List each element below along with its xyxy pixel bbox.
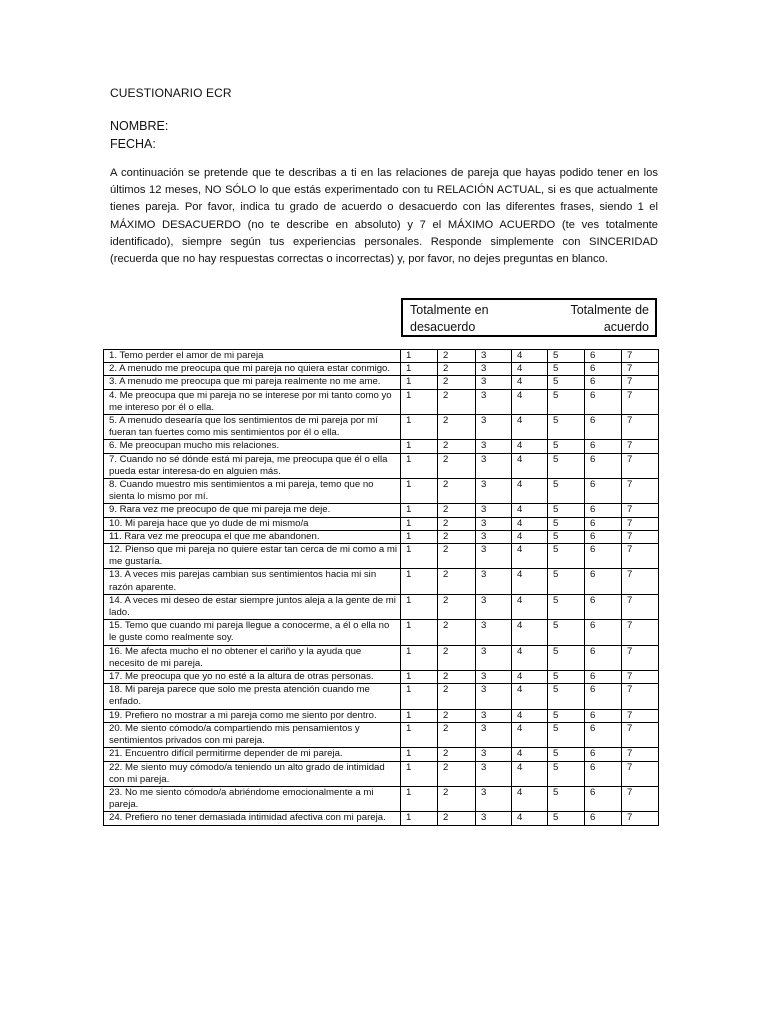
question-text: 7. Cuando no sé dónde está mi pareja, me preocupa que él o ella pueda estar interesa-do en alguien más. (104, 453, 401, 478)
rating-option[interactable]: 5 (548, 504, 585, 517)
rating-option[interactable]: 3 (476, 415, 512, 440)
rating-option[interactable]: 7 (622, 376, 659, 389)
rating-option[interactable]: 1 (401, 671, 438, 684)
question-text: 8. Cuando muestro mis sentimientos a mi pareja, temo que no sienta lo mismo por mí. (104, 479, 401, 504)
rating-option[interactable]: 6 (585, 350, 622, 363)
question-text: 19. Prefiero no mostrar a mi pareja como me siento por dentro. (104, 709, 401, 722)
question-text: 22. Me siento muy cómodo/a teniendo un alto grado de intimidad con mi pareja. (104, 761, 401, 786)
question-text: 4. Me preocupa que mi pareja no se interese por mi tanto como yo me intereso por él o ella. (104, 389, 401, 414)
rating-option[interactable]: 5 (548, 376, 585, 389)
table-row (104, 389, 659, 414)
rating-option[interactable]: 3 (476, 812, 512, 825)
table-row (104, 415, 659, 440)
rating-option[interactable]: 5 (548, 389, 585, 414)
rating-option[interactable]: 6 (585, 812, 622, 825)
question-text: 13. A veces mis parejas cambian sus sentimientos hacia mi sin razón aparente. (104, 569, 401, 594)
rating-option[interactable]: 3 (476, 350, 512, 363)
rating-option[interactable]: 7 (622, 504, 659, 517)
rating-option[interactable]: 5 (548, 645, 585, 670)
rating-option[interactable]: 2 (438, 671, 476, 684)
rating-option[interactable]: 2 (438, 544, 476, 569)
rating-option[interactable]: 7 (622, 569, 659, 594)
rating-option[interactable]: 6 (585, 440, 622, 453)
rating-option[interactable]: 5 (548, 761, 585, 786)
rating-option[interactable]: 3 (476, 569, 512, 594)
rating-option[interactable]: 5 (548, 709, 585, 722)
table-row (104, 761, 659, 786)
rating-option[interactable]: 3 (476, 544, 512, 569)
rating-option[interactable]: 3 (476, 363, 512, 376)
rating-option[interactable]: 7 (622, 812, 659, 825)
rating-option[interactable]: 3 (476, 530, 512, 543)
rating-option[interactable]: 7 (622, 389, 659, 414)
rating-option[interactable]: 3 (476, 504, 512, 517)
rating-option[interactable]: 2 (438, 761, 476, 786)
rating-option[interactable]: 4 (512, 812, 548, 825)
rating-option[interactable]: 2 (438, 684, 476, 709)
rating-option[interactable]: 6 (585, 389, 622, 414)
rating-option[interactable]: 1 (401, 594, 438, 619)
rating-option[interactable]: 1 (401, 722, 438, 747)
rating-option[interactable]: 4 (512, 709, 548, 722)
rating-option[interactable]: 2 (438, 479, 476, 504)
rating-option[interactable]: 3 (476, 594, 512, 619)
rating-option[interactable]: 6 (585, 761, 622, 786)
rating-option[interactable]: 5 (548, 684, 585, 709)
rating-option[interactable]: 5 (548, 786, 585, 811)
rating-option[interactable]: 4 (512, 350, 548, 363)
rating-option[interactable]: 2 (438, 504, 476, 517)
rating-option[interactable]: 6 (585, 517, 622, 530)
rating-option[interactable]: 5 (548, 530, 585, 543)
rating-option[interactable]: 4 (512, 517, 548, 530)
rating-option[interactable]: 1 (401, 350, 438, 363)
rating-option[interactable]: 7 (622, 453, 659, 478)
rating-option[interactable]: 7 (622, 645, 659, 670)
rating-option[interactable]: 4 (512, 620, 548, 645)
table-row (104, 684, 659, 709)
rating-option[interactable]: 4 (512, 544, 548, 569)
rating-option[interactable]: 7 (622, 350, 659, 363)
rating-option[interactable]: 1 (401, 440, 438, 453)
table-row (104, 350, 659, 363)
rating-option[interactable]: 7 (622, 786, 659, 811)
rating-option[interactable]: 2 (438, 440, 476, 453)
rating-option[interactable]: 1 (401, 812, 438, 825)
rating-option[interactable]: 6 (585, 504, 622, 517)
table-row (104, 594, 659, 619)
rating-option[interactable]: 1 (401, 761, 438, 786)
rating-option[interactable]: 5 (548, 544, 585, 569)
rating-option[interactable]: 4 (512, 645, 548, 670)
rating-option[interactable]: 3 (476, 671, 512, 684)
table-row (104, 544, 659, 569)
rating-option[interactable]: 3 (476, 389, 512, 414)
rating-option[interactable]: 1 (401, 504, 438, 517)
question-text: 9. Rara vez me preocupo de que mi pareja me deje. (104, 504, 401, 517)
questionnaire-table (103, 349, 659, 826)
rating-option[interactable]: 7 (622, 517, 659, 530)
rating-option[interactable]: 2 (438, 748, 476, 761)
rating-option[interactable]: 4 (512, 479, 548, 504)
rating-option[interactable]: 4 (512, 415, 548, 440)
rating-option[interactable]: 6 (585, 709, 622, 722)
rating-option[interactable]: 2 (438, 376, 476, 389)
rating-option[interactable]: 5 (548, 363, 585, 376)
rating-option[interactable]: 5 (548, 722, 585, 747)
rating-option[interactable]: 3 (476, 453, 512, 478)
rating-option[interactable]: 3 (476, 376, 512, 389)
rating-option[interactable]: 6 (585, 684, 622, 709)
rating-option[interactable]: 5 (548, 594, 585, 619)
question-text: 1. Temo perder el amor de mi pareja (104, 350, 401, 363)
rating-option[interactable]: 7 (622, 722, 659, 747)
rating-option[interactable]: 7 (622, 530, 659, 543)
question-text: 23. No me siento cómodo/a abriéndome emocionalmente a mi pareja. (104, 786, 401, 811)
rating-option[interactable]: 3 (476, 722, 512, 747)
rating-option[interactable]: 1 (401, 544, 438, 569)
rating-option[interactable]: 5 (548, 440, 585, 453)
rating-option[interactable]: 4 (512, 504, 548, 517)
scale-right-label (570, 302, 649, 336)
rating-option[interactable]: 4 (512, 594, 548, 619)
rating-option[interactable]: 7 (622, 440, 659, 453)
question-text: 24. Prefiero no tener demasiada intimidad afectiva con mi pareja. (104, 812, 401, 825)
rating-option[interactable]: 1 (401, 479, 438, 504)
question-text: 10. Mi pareja hace que yo dude de mi mismo/a (104, 517, 401, 530)
rating-option[interactable]: 4 (512, 761, 548, 786)
rating-option[interactable]: 2 (438, 389, 476, 414)
rating-option[interactable]: 5 (548, 350, 585, 363)
rating-option[interactable]: 2 (438, 350, 476, 363)
rating-option[interactable]: 1 (401, 415, 438, 440)
rating-option[interactable]: 2 (438, 594, 476, 619)
rating-option[interactable]: 2 (438, 722, 476, 747)
rating-option[interactable]: 2 (438, 709, 476, 722)
rating-option[interactable]: 5 (548, 453, 585, 478)
name-label: NOMBRE: (110, 119, 169, 133)
rating-option[interactable]: 1 (401, 376, 438, 389)
rating-option[interactable]: 6 (585, 363, 622, 376)
question-text: 6. Me preocupan mucho mis relaciones. (104, 440, 401, 453)
rating-option[interactable]: 6 (585, 620, 622, 645)
rating-option[interactable]: 5 (548, 517, 585, 530)
rating-option[interactable]: 2 (438, 530, 476, 543)
rating-option[interactable]: 1 (401, 620, 438, 645)
question-text: 16. Me afecta mucho el no obtener el cariño y la ayuda que necesito de mi pareja. (104, 645, 401, 670)
rating-option[interactable]: 7 (622, 620, 659, 645)
question-text: 3. A menudo me preocupa que mi pareja realmente no me ame. (104, 376, 401, 389)
rating-option[interactable]: 2 (438, 569, 476, 594)
rating-option[interactable]: 1 (401, 786, 438, 811)
rating-option[interactable]: 6 (585, 671, 622, 684)
rating-option[interactable]: 5 (548, 620, 585, 645)
rating-option[interactable]: 2 (438, 363, 476, 376)
rating-option[interactable]: 7 (622, 544, 659, 569)
rating-option[interactable]: 4 (512, 748, 548, 761)
rating-option[interactable]: 5 (548, 671, 585, 684)
scale-header (401, 298, 657, 337)
rating-option[interactable]: 3 (476, 517, 512, 530)
table-row (104, 671, 659, 684)
rating-option[interactable]: 5 (548, 569, 585, 594)
rating-option[interactable]: 2 (438, 812, 476, 825)
rating-option[interactable]: 2 (438, 620, 476, 645)
rating-option[interactable]: 1 (401, 453, 438, 478)
question-text: 5. A menudo desearía que los sentimientos de mi pareja por mí fueran tan fuertes como mis sentimientos por él o ella. (104, 415, 401, 440)
question-text: 18. Mi pareja parece que solo me presta atención cuando me enfado. (104, 684, 401, 709)
rating-option[interactable]: 3 (476, 684, 512, 709)
question-text: 14. A veces mi deseo de estar siempre juntos aleja a la gente de mi lado. (104, 594, 401, 619)
rating-option[interactable]: 4 (512, 389, 548, 414)
rating-option[interactable]: 4 (512, 569, 548, 594)
rating-option[interactable]: 4 (512, 684, 548, 709)
rating-option[interactable]: 3 (476, 709, 512, 722)
rating-option[interactable]: 3 (476, 479, 512, 504)
table-row (104, 517, 659, 530)
rating-option[interactable]: 1 (401, 517, 438, 530)
instructions-paragraph: A continuación se pretende que te describas a ti en las relaciones de pareja que hayas podido tener en los últimos 12 meses, NO SÓLO lo que estás experimentado con tu RELACIÓN ACTUAL, si es que actualmente tienes pareja. Por favor, indica tu grado de acuerdo o desacuerdo con las diferentes frases, siendo 1 el MÁXIMO DESACUERDO (no te describe en absoluto) y 7 el MÁXIMO ACUERDO (te ves totalmente identificado), siempre según tus experiencias personales. Responde simplemente con SINCERIDAD (recuerda que no hay respuestas correctas o incorrectas) y, por favor, no dejes preguntas en blanco. (110, 167, 658, 266)
date-label: FECHA: (110, 137, 156, 151)
rating-option[interactable]: 7 (622, 671, 659, 684)
rating-option[interactable]: 5 (548, 479, 585, 504)
table-row (104, 645, 659, 670)
rating-option[interactable]: 5 (548, 812, 585, 825)
table-row (104, 569, 659, 594)
table-row (104, 812, 659, 825)
rating-option[interactable]: 2 (438, 415, 476, 440)
rating-option[interactable]: 3 (476, 761, 512, 786)
rating-option[interactable]: 4 (512, 671, 548, 684)
rating-option[interactable]: 7 (622, 363, 659, 376)
rating-option[interactable]: 2 (438, 786, 476, 811)
rating-option[interactable]: 2 (438, 645, 476, 670)
table-row (104, 453, 659, 478)
rating-option[interactable]: 3 (476, 748, 512, 761)
table-row (104, 620, 659, 645)
question-text: 20. Me siento cómodo/a compartiendo mis pensamientos y sentimientos privados con mi pareja. (104, 722, 401, 747)
document-title: CUESTIONARIO ECR (110, 86, 232, 100)
rating-option[interactable]: 6 (585, 594, 622, 619)
table-row (104, 363, 659, 376)
rating-option[interactable]: 5 (548, 415, 585, 440)
scale-left-line1: Totalmente en (410, 303, 489, 317)
rating-option[interactable]: 7 (622, 761, 659, 786)
rating-option[interactable]: 6 (585, 544, 622, 569)
rating-option[interactable]: 6 (585, 786, 622, 811)
table-row (104, 479, 659, 504)
rating-option[interactable]: 1 (401, 748, 438, 761)
rating-option[interactable]: 3 (476, 645, 512, 670)
rating-option[interactable]: 4 (512, 376, 548, 389)
question-text: 15. Temo que cuando mi pareja llegue a conocerme, a él o ella no le guste como realmente soy. (104, 620, 401, 645)
rating-option[interactable]: 1 (401, 530, 438, 543)
rating-option[interactable]: 6 (585, 569, 622, 594)
rating-option[interactable]: 6 (585, 645, 622, 670)
rating-option[interactable]: 3 (476, 620, 512, 645)
question-text: 21. Encuentro difícil permitirme depender de mi pareja. (104, 748, 401, 761)
rating-option[interactable]: 6 (585, 376, 622, 389)
question-text: 2. A menudo me preocupa que mi pareja no quiera estar conmigo. (104, 363, 401, 376)
table-row (104, 504, 659, 517)
rating-option[interactable]: 3 (476, 786, 512, 811)
scale-right-line2: acuerdo (603, 320, 649, 334)
rating-option[interactable]: 1 (401, 684, 438, 709)
table-row (104, 709, 659, 722)
rating-option[interactable]: 7 (622, 684, 659, 709)
question-text: 17. Me preocupa que yo no esté a la altura de otras personas. (104, 671, 401, 684)
rating-option[interactable]: 4 (512, 786, 548, 811)
rating-option[interactable]: 7 (622, 594, 659, 619)
scale-left-line2: desacuerdo (410, 320, 476, 334)
rating-option[interactable]: 7 (622, 479, 659, 504)
rating-option[interactable]: 4 (512, 363, 548, 376)
table-row (104, 722, 659, 747)
rating-option[interactable]: 6 (585, 722, 622, 747)
rating-option[interactable]: 6 (585, 530, 622, 543)
rating-option[interactable]: 3 (476, 440, 512, 453)
questionnaire-body (104, 350, 659, 826)
question-text: 12. Pienso que mi pareja no quiere estar tan cerca de mi como a mi me gustaría. (104, 544, 401, 569)
rating-option[interactable]: 1 (401, 645, 438, 670)
table-row (104, 748, 659, 761)
rating-option[interactable]: 6 (585, 453, 622, 478)
rating-option[interactable]: 5 (548, 748, 585, 761)
scale-right-line1: Totalmente de (570, 303, 649, 317)
rating-option[interactable]: 6 (585, 415, 622, 440)
rating-option[interactable]: 4 (512, 530, 548, 543)
rating-option[interactable]: 4 (512, 440, 548, 453)
rating-option[interactable]: 7 (622, 415, 659, 440)
rating-option[interactable]: 1 (401, 709, 438, 722)
rating-option[interactable]: 1 (401, 569, 438, 594)
rating-option[interactable]: 7 (622, 748, 659, 761)
rating-option[interactable]: 2 (438, 517, 476, 530)
table-row (104, 530, 659, 543)
rating-option[interactable]: 4 (512, 453, 548, 478)
rating-option[interactable]: 4 (512, 722, 548, 747)
rating-option[interactable]: 6 (585, 479, 622, 504)
scale-left-label (410, 302, 489, 336)
table-row (104, 786, 659, 811)
question-text: 11. Rara vez me preocupa el que me abandonen. (104, 530, 401, 543)
table-row (104, 440, 659, 453)
rating-option[interactable]: 6 (585, 748, 622, 761)
rating-option[interactable]: 2 (438, 453, 476, 478)
rating-option[interactable]: 1 (401, 389, 438, 414)
rating-option[interactable]: 1 (401, 363, 438, 376)
rating-option[interactable]: 7 (622, 709, 659, 722)
table-row (104, 376, 659, 389)
